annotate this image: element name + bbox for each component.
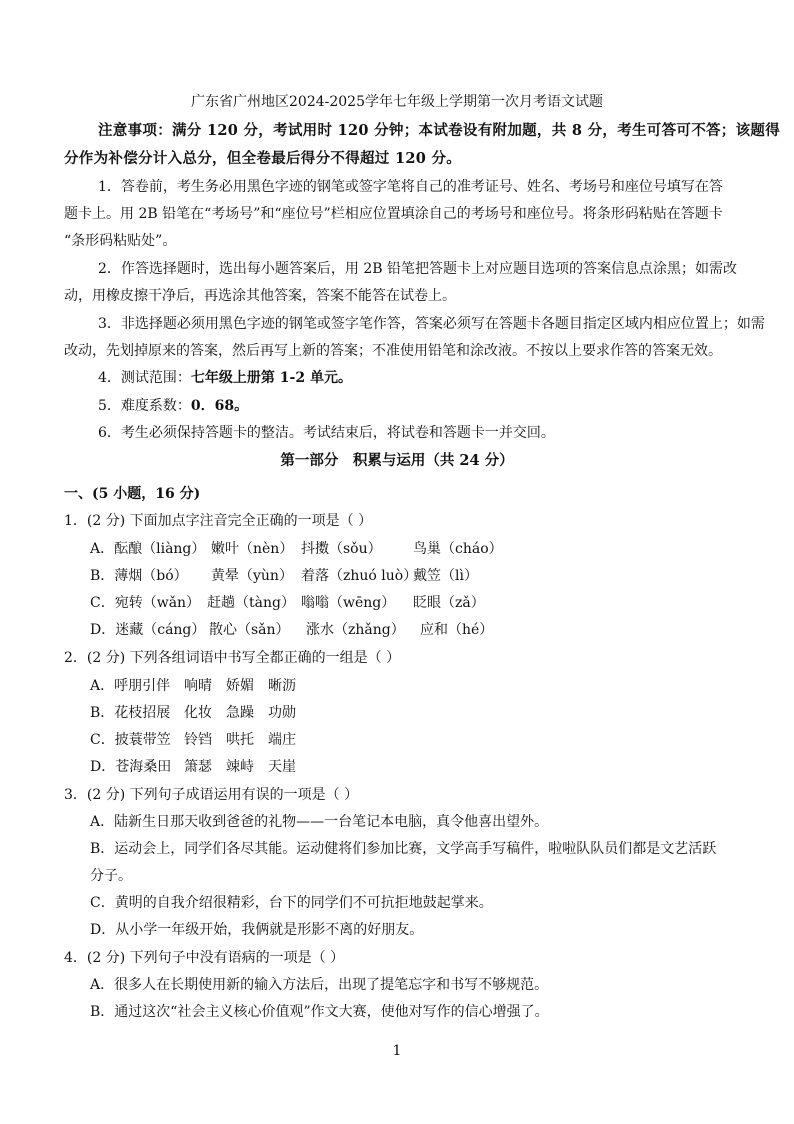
q1-d-item-2: 散心（sǎn） bbox=[209, 622, 290, 638]
q1-d-item-4: 应和（hé） bbox=[420, 622, 494, 638]
instruction-2-line-1: 2．作答选择题时，选出每小题答案后，用 2B 铅笔把答题卡上对应题目选项的答案信息点涂黑；如需改 bbox=[98, 261, 738, 277]
q1-b-item-4: 戴笠（lì） bbox=[413, 568, 478, 584]
q2-d-item-3: 竦峙 bbox=[226, 759, 254, 775]
q2-c-item-1: C．披蓑带笠 bbox=[90, 732, 171, 748]
q1-a-item-3: 抖擞（sǒu） bbox=[301, 541, 382, 557]
q1-c-item-2: 赶趟（tàng） bbox=[207, 595, 295, 611]
part-1-heading: 第一部分 积累与运用（共 24 分） bbox=[280, 452, 514, 469]
q2-d-item-4: 天崖 bbox=[268, 759, 296, 775]
instruction-1-line-1: 1．答卷前，考生务必用黑色字迹的钢笔或签字笔将自己的准考证号、姓名、考场号和座位号填写在答 bbox=[98, 179, 723, 195]
question-3-stem: 3．(2 分) 下列句子成语运用有误的一项是（ ） bbox=[64, 787, 359, 803]
q3-option-c: C．黄明的自我介绍很精彩，台下的同学们不可抗拒地鼓起掌来。 bbox=[90, 895, 493, 911]
exam-title: 广东省广州地区2024-2025学年七年级上学期第一次月考语文试题 bbox=[191, 94, 603, 110]
q3-option-b-line-1: B．运动会上，同学们各尽其能。运动健将们参加比赛，文学高手写稿件，啦啦队队员们都是文艺活跃 bbox=[90, 841, 717, 857]
q2-d-item-2: 箫瑟 bbox=[184, 759, 212, 775]
q1-a-item-2: 嫩叶（nèn） bbox=[211, 541, 294, 557]
q1-a-item-1: A．酝酿（liàng） bbox=[90, 541, 206, 557]
notice-line-1: 注意事项：满分 120 分，考试用时 120 分钟；本试卷设有附加题，共 8 分，考生可答可不答；该题得 bbox=[98, 122, 781, 139]
q2-c-item-3: 哄托 bbox=[226, 732, 254, 748]
q1-b-item-3: 着落（zhuó luò） bbox=[301, 568, 418, 584]
q1-c-item-1: C．宛转（wǎn） bbox=[90, 595, 201, 611]
instruction-5 bbox=[98, 397, 248, 415]
q2-b-item-1: B．花枝招展 bbox=[90, 705, 171, 721]
q2-c-item-4: 端庄 bbox=[268, 732, 296, 748]
q2-a-item-4: 晰沥 bbox=[268, 678, 296, 694]
section-1-heading: 一、(5 小题，16 分) bbox=[64, 486, 201, 502]
instruction-2-line-2: 动，用橡皮擦干净后，再选涂其他答案，答案不能答在试卷上。 bbox=[64, 288, 456, 304]
q1-d-item-3: 涨水（zhǎng） bbox=[306, 622, 405, 638]
instruction-4-prefix: 4．测试范围： bbox=[98, 370, 191, 386]
page-number: 1 bbox=[392, 1043, 402, 1059]
q2-d-item-1: D．苍海桑田 bbox=[90, 759, 172, 775]
q1-b-item-1: B．薄烟（bó） bbox=[90, 568, 188, 584]
instruction-6: 6．考生必须保持答题卡的整洁。考试结束后，将试卷和答题卡一并交回。 bbox=[98, 425, 555, 441]
q2-b-item-4: 功勋 bbox=[268, 705, 296, 721]
instruction-4-range: 七年级上册第 1-2 单元。 bbox=[190, 370, 352, 386]
q4-option-b: B．通过这次“社会主义核心价值观”作文大赛，使他对写作的信心增强了。 bbox=[90, 1004, 549, 1020]
q1-c-item-3: 嗡嗡（wēng） bbox=[301, 595, 396, 611]
q3-option-d: D．从小学一年级开始，我俩就是形影不离的好朋友。 bbox=[90, 922, 424, 938]
q2-a-item-3: 娇媚 bbox=[226, 678, 254, 694]
q1-a-item-4: 鸟巢（cháo） bbox=[413, 541, 503, 557]
q2-b-item-3: 急躁 bbox=[226, 705, 254, 721]
question-2-stem: 2．(2 分) 下列各组词语中书写全都正确的一组是（ ） bbox=[64, 650, 401, 666]
instruction-3-line-2: 改动，先划掉原来的答案，然后再写上新的答案；不准使用铅笔和涂改液。不按以上要求作答的答案无效。 bbox=[64, 343, 722, 359]
q2-c-item-2: 铃铛 bbox=[184, 732, 212, 748]
q1-d-item-1: D．迷藏（cáng） bbox=[90, 622, 206, 638]
instruction-3-line-1: 3．非选择题必须用黑色字迹的钢笔或签字笔作答，答案必须写在答题卡各题目指定区域内相应位置上；如需 bbox=[98, 316, 765, 332]
instruction-1-line-3: “条形码粘贴处”。 bbox=[64, 233, 177, 249]
instruction-5-prefix: 5．难度系数： bbox=[98, 398, 191, 414]
instruction-5-value: 0．68。 bbox=[190, 398, 249, 414]
q2-a-item-1: A．呼朋引伴 bbox=[90, 678, 171, 694]
q2-a-item-2: 响晴 bbox=[184, 678, 212, 694]
instruction-4 bbox=[98, 369, 352, 387]
q4-option-a: A．很多人在长期使用新的输入方法后，出现了提笔忘字和书写不够规范。 bbox=[90, 977, 549, 993]
instruction-1-line-2: 题卡上。用 2B 铅笔在“考场号”和“座位号”栏相应位置填涂自己的考场号和座位号。将条形码粘贴在答题卡 bbox=[64, 206, 723, 222]
q2-b-item-2: 化妆 bbox=[184, 705, 212, 721]
q1-c-item-4: 眨眼（zǎ） bbox=[413, 595, 485, 611]
q3-option-a: A．陆新生日那天收到爸爸的礼物——一台笔记本电脑，真令他喜出望外。 bbox=[90, 814, 549, 830]
notice-line-2: 分作为补偿分计入总分，但全卷最后得分不得超过 120 分。 bbox=[64, 150, 462, 167]
q3-option-b-line-2: 分子。 bbox=[90, 868, 132, 884]
q1-b-item-2: 黄晕（yùn） bbox=[211, 568, 293, 584]
question-1-stem: 1．(2 分) 下面加点字注音完全正确的一项是（ ） bbox=[64, 513, 373, 529]
question-4-stem: 4．(2 分) 下列句子中没有语病的一项是（ ） bbox=[64, 950, 345, 966]
